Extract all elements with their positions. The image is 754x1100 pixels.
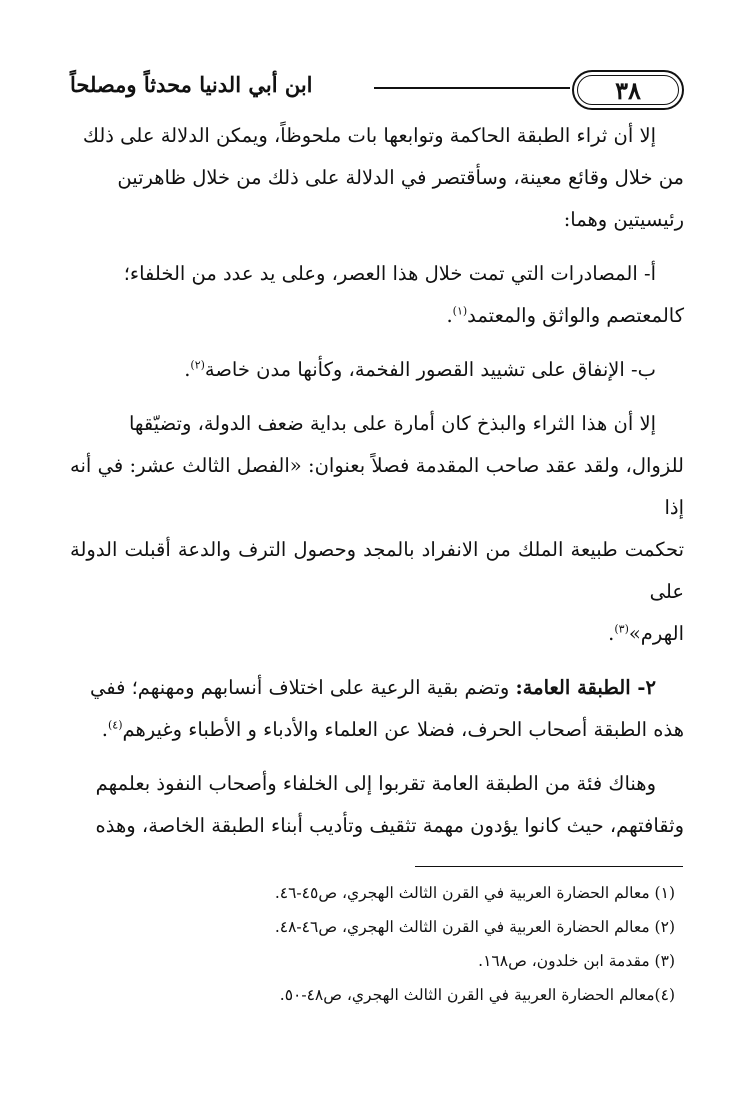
main-text (70, 115, 684, 847)
footnote-separator (415, 866, 683, 867)
header-rule (374, 87, 570, 89)
footnote-ref[interactable]: (٤) (108, 718, 123, 732)
text-line: إلا أن ثراء الطبقة الحاكمة وتوابعها بات ملحوظاً، ويمكن الدلالة على ذلك (82, 124, 656, 147)
text-line: للزوال، ولقد عقد صاحب المقدمة فصلاً بعنوان: «الفصل الثالث عشر: في أنه إذا (70, 454, 684, 519)
text-line: كالمعتصم والواثق والمعتمد$^{(١)}$. (446, 304, 684, 327)
running-title: ابن أبي الدنيا محدثاً ومصلحاً (70, 72, 313, 97)
footnote: (١) معالم الحضارة العربية في القرن الثالث الهجري، ص٤٥-٤٦. (274, 884, 675, 902)
text-line: هذه الطبقة أصحاب الحرف، فضلا عن العلماء والأدباء و الأطباء وغيرهم$^{(٤)}$. (101, 718, 684, 741)
text-line (70, 667, 684, 709)
footnote-ref[interactable]: (٢) (190, 358, 205, 372)
footnote-ref[interactable]: (٣) (614, 622, 629, 636)
text-line: رئيسيتين وهما: (563, 208, 684, 231)
text-span: كالمعتصم والواثق والمعتمد (467, 304, 684, 327)
text-line: وهناك فئة من الطبقة العامة تقربوا إلى الخلفاء وأصحاب النفوذ بعلمهم (95, 772, 656, 795)
text-line: من خلال وقائع معينة، وسأقتصر في الدلالة على ذلك من خلال ظاهرتين (117, 166, 684, 189)
text-line: أ- المصادرات التي تمت خلال هذا العصر، وعلى يد عدد من الخلفاء؛ (123, 262, 656, 285)
running-header (70, 68, 684, 112)
text-line: تحكمت طبيعة الملك من الانفراد بالمجد وحصول الترف والدعة أقبلت الدولة على (70, 538, 684, 603)
footnotes (70, 876, 675, 1012)
page-number: ٣٨ (572, 70, 684, 110)
text-line: الهرم»$^{(٣)}$. (608, 622, 684, 645)
text-span: هذه الطبقة أصحاب الحرف، فضلا عن العلماء والأدباء و الأطباء وغيرهم (122, 718, 684, 741)
text-span: الهرم» (628, 622, 684, 645)
text-line: وثقافتهم، حيث كانوا يؤدون مهمة تثقيف وتأديب أبناء الطبقة الخاصة، وهذه (95, 814, 684, 837)
text-span: ب- الإنفاق على تشييد القصور الفخمة، وكأنها مدن خاصة (204, 358, 656, 381)
footnote-ref[interactable]: (١) (452, 304, 468, 318)
text-span: وتضم بقية الرعية على اختلاف أنسابهم ومهنهم؛ ففي (89, 676, 516, 699)
footnote: (٢) معالم الحضارة العربية في القرن الثالث الهجري، ص٤٦-٤٨. (274, 918, 675, 936)
footnote: (٣) مقدمة ابن خلدون، ص١٦٨. (478, 952, 675, 970)
text-line: إلا أن هذا الثراء والبذخ كان أمارة على بداية ضعف الدولة، وتضيّقها (128, 412, 656, 435)
text-line: ب- الإنفاق على تشييد القصور الفخمة، وكأنها مدن خاصة$^{(٢)}$. (184, 358, 656, 381)
section-heading: ٢- الطبقة العامة: (515, 676, 656, 699)
footnote: (٤)معالم الحضارة العربية في القرن الثالث الهجري، ص٤٨-٥٠. (279, 986, 675, 1004)
